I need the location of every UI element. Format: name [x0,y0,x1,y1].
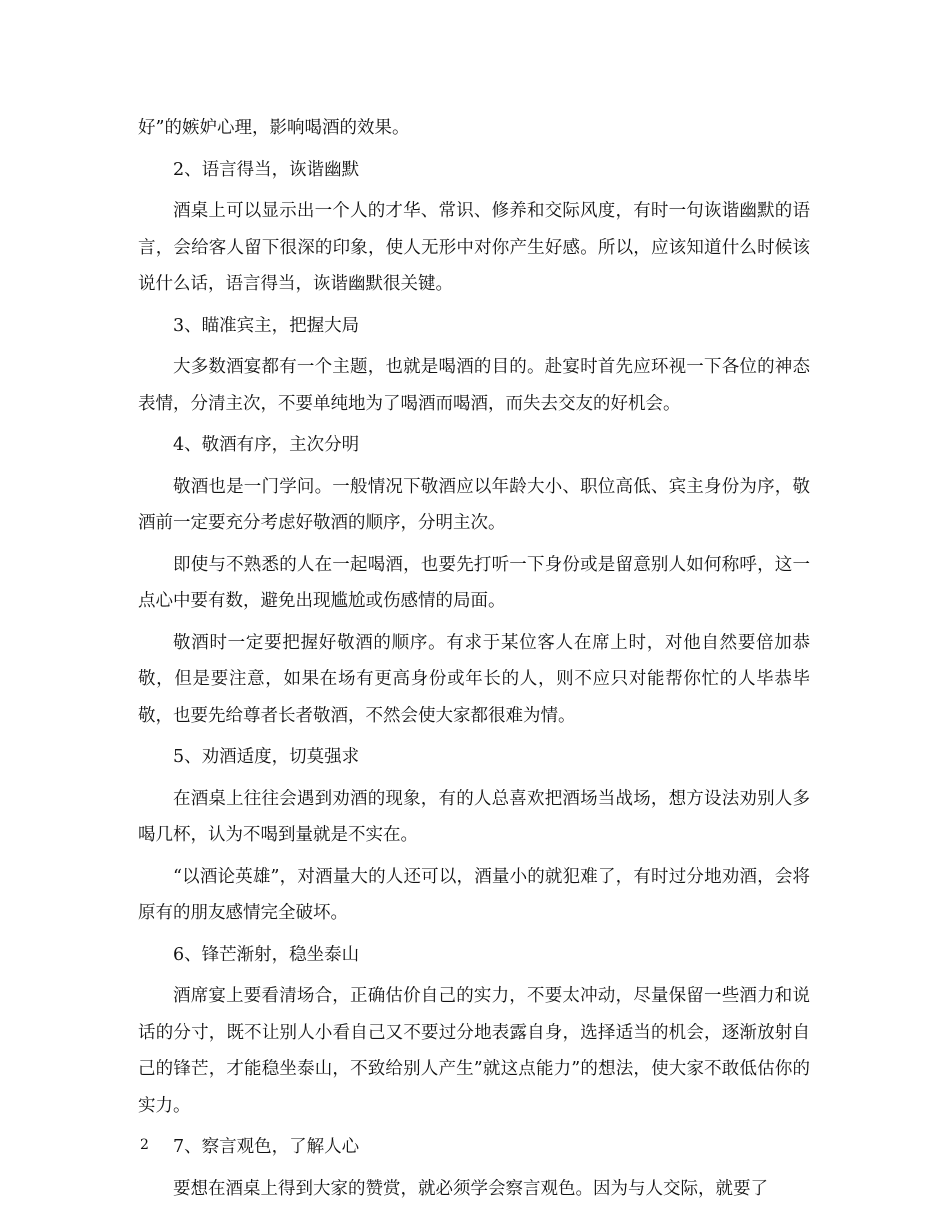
paragraph: “以酒论英雄”，对酒量大的人还可以，酒量小的就犯难了，有时过分地劝酒，会将原有的朋友感情完全破坏。 [138,866,810,923]
section-heading-2: 2、语言得当，诙谐幽默 [173,159,360,180]
section-heading-4: 4、敬酒有序，主次分明 [173,435,360,455]
paragraph: 酒席宴上要看清场合，正确估价自己的实力，不要太冲动，尽量保留一些酒力和说话的分寸，既不让别人小看自己又不要过分地表露自身，选择适当的机会，逐渐放射自己的锋芒，才能稳坐泰山，不致给别人产生”就这点能力”的想法，使大家不敢低估你的实力。 [138,986,810,1116]
paragraph: 酒桌上可以显示出一个人的才华、常识、修养和交际风度，有时一句诙谐幽默的语言，会给客人留下很深的印象，使人无形中对你产生好感。所以，应该知道什么时候该说什么话，语言得当，诙谐幽默很关键。 [138,201,810,294]
paragraph: 敬酒时一定要把握好敬酒的顺序。有求于某位客人在席上时，对他自然要倍加恭敬，但是要注意，如果在场有更高身份或年长的人，则不应只对能帮你忙的人毕恭毕敬，也要先给尊者长者敬酒，不然会使大家都很难为情。 [138,632,810,726]
page-content [138,110,810,1212]
section-heading-5: 5、劝酒适度，切莫强求 [173,747,360,767]
section-heading-3: 3、瞄准宾主，把握大局 [173,315,360,336]
section-heading-7: 7、察言观色，了解人心 [173,1137,360,1157]
paragraph: 敬酒也是一门学问。一般情况下敬酒应以年龄大小、职位高低、宾主身份为序，敬酒前一定要充分考虑好敬酒的顺序，分明主次。 [138,476,810,533]
paragraph: 大多数酒宴都有一个主题，也就是喝酒的目的。赴宴时首先应环视一下各位的神态表情，分清主次，不要单纯地为了喝酒而喝酒，而失去交友的好机会。 [138,357,810,414]
page-number: 2 [140,1137,149,1153]
section-heading-6: 6、锋芒渐射，稳坐泰山 [173,944,360,965]
paragraph: 要想在酒桌上得到大家的赞赏，就必须学会察言观色。因为与人交际，就要了 [173,1178,768,1199]
paragraph: 在酒桌上往往会遇到劝酒的现象，有的人总喜欢把酒场当战场，想方设法劝别人多喝几杯，认为不喝到量就是不实在。 [138,788,810,845]
paragraph-continuation: 好”的嫉妒心理，影响喝酒的效果。 [138,118,410,138]
paragraph: 即使与不熟悉的人在一起喝酒，也要先打听一下身份或是留意别人如何称呼，这一点心中要有数，避免出现尴尬或伤感情的局面。 [138,554,810,611]
